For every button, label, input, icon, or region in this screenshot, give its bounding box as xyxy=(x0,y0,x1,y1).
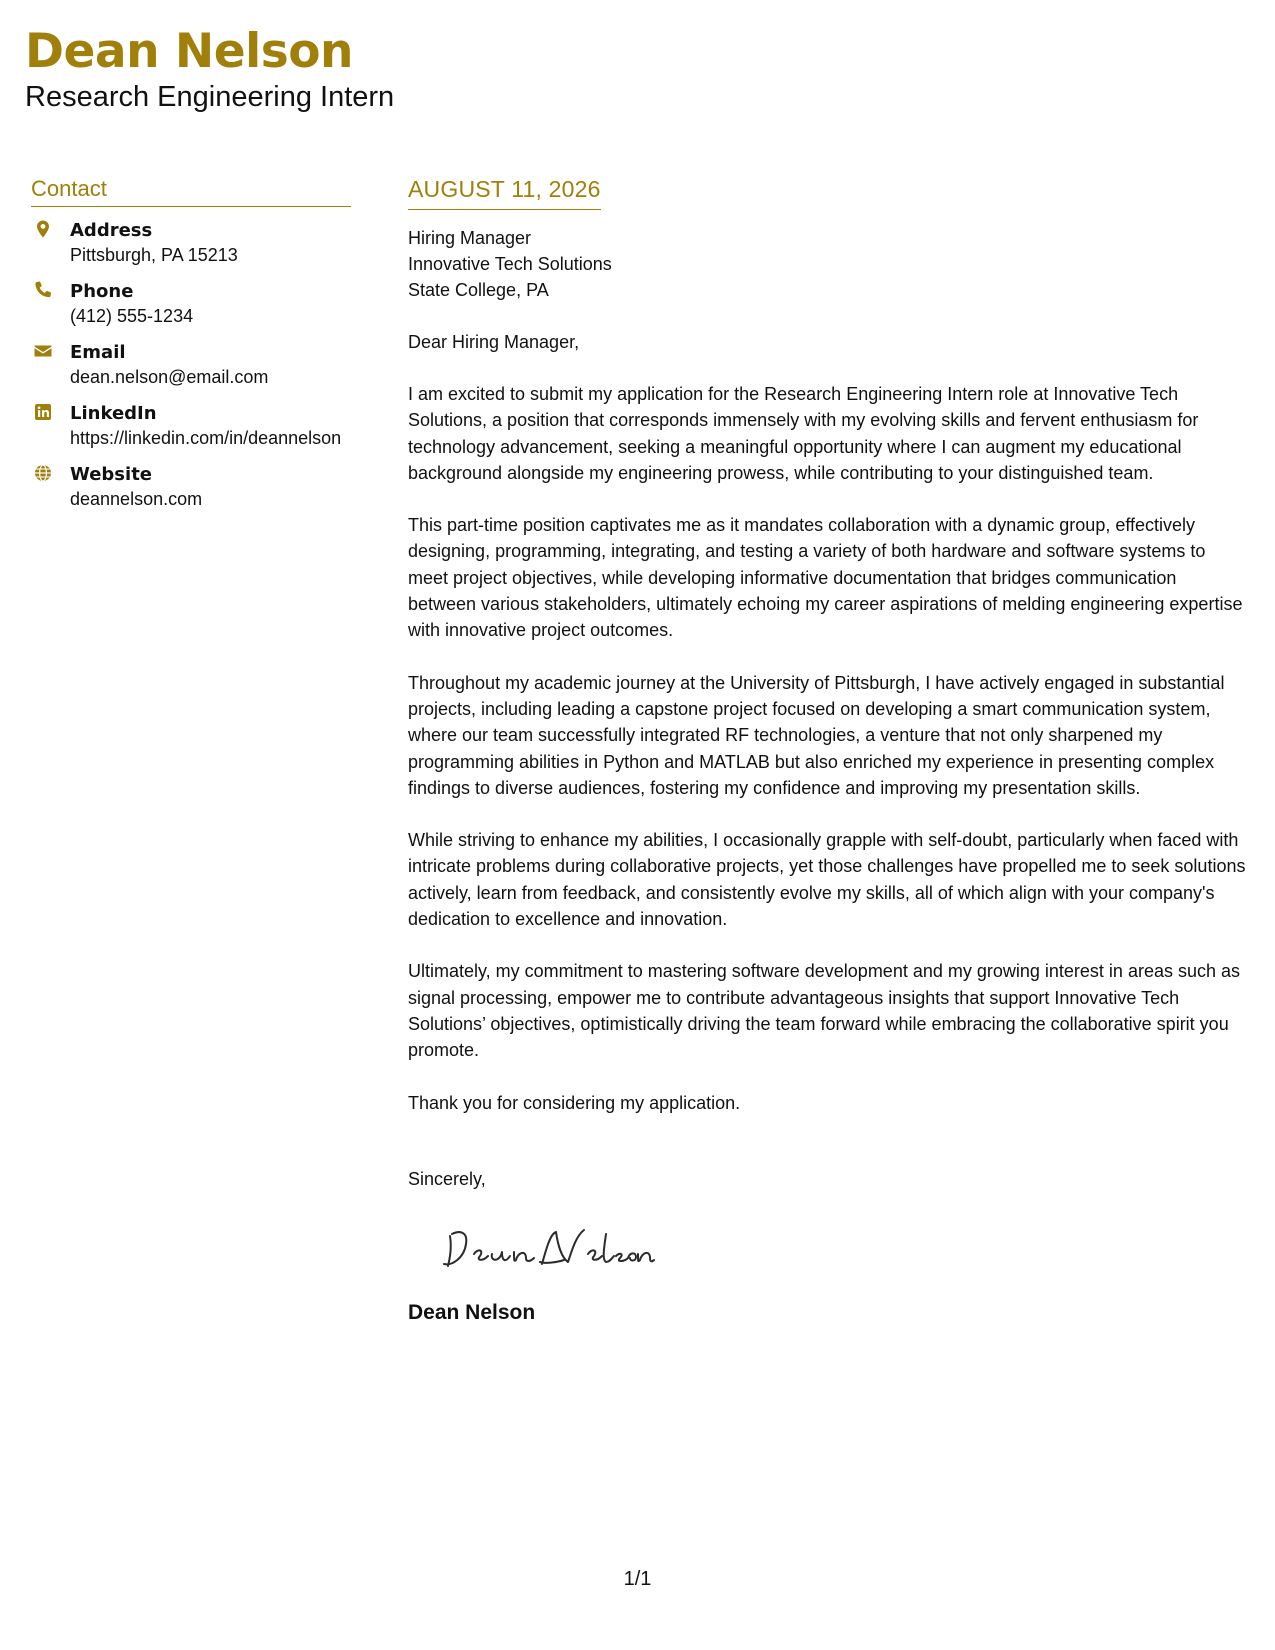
applicant-role: Research Engineering Intern xyxy=(25,81,395,113)
contact-item-linkedin xyxy=(31,401,351,451)
contact-item-address xyxy=(31,218,351,268)
contact-value: https://linkedin.com/in/deannelson xyxy=(70,428,342,448)
contact-item-website xyxy=(31,462,351,512)
contact-section-title: Contact xyxy=(31,174,351,207)
letter-paragraph: Throughout my academic journey at the University of Pittsburgh, I have actively engaged in substantial projects, including leading a capstone project focused on developing a smart communication system, where our team successfully integrated RF technologies, a venture that not only sharpened my programming abilities in Python and MATLAB but also enriched my experience in presenting complex findings to diverse audiences, fostering my confidence and improving my presentation skills. xyxy=(408,672,1225,798)
contact-label: LinkedIn xyxy=(70,403,157,424)
envelope-icon xyxy=(33,341,53,361)
contact-label: Address xyxy=(70,220,153,241)
contact-label: Website xyxy=(70,464,153,485)
letter-paragraph: Ultimately, my commitment to mastering software development and my growing interest in areas such as signal processing, empower me to contribute advantageous insights that support Innovative Tech Solutions’ objectives, optimistically driving the team forward while embracing the collaborative spirit you promote. xyxy=(408,961,1240,1061)
handwritten-signature xyxy=(438,1222,658,1274)
letter-paragraph: While striving to enhance my abilities, I occasionally grapple with self-doubt, particularly when faced with intricate problems during collaborative projects, yet those challenges have propelled me to seek solutions actively, learn from feedback, and consistently evolve my skills, all of which align with your company's dedication to excellence and innovation. xyxy=(408,830,1246,930)
contact-label: Phone xyxy=(70,281,134,302)
map-pin-icon xyxy=(33,219,53,239)
contact-item-email xyxy=(31,340,351,390)
contact-value: dean.nelson@email.com xyxy=(70,367,269,387)
letter-paragraph: Thank you for considering my application. xyxy=(408,1092,741,1113)
contact-label: Email xyxy=(70,342,126,363)
contact-value: deannelson.com xyxy=(70,489,203,509)
signer-name: Dean Nelson xyxy=(408,1300,536,1324)
letter-date: AUGUST 11, 2026 xyxy=(408,172,601,210)
letter-paragraph: I am excited to submit my application for the Research Engineering Intern role at Innovative Tech Solutions, a position that corresponds immensely with my evolving skills and fervent enthusiasm for technology advancement, seeking a meaningful opportunity where I can augment my educational background alongside my engineering prowess, while contributing to your distinguished team. xyxy=(408,384,1199,483)
letter-paragraphs xyxy=(408,381,1248,1116)
applicant-name: Dean Nelson xyxy=(25,24,353,79)
salutation: Dear Hiring Manager, xyxy=(408,332,580,352)
letter-body xyxy=(408,172,1248,1327)
phone-icon xyxy=(33,280,53,300)
contact-value: Pittsburgh, PA 15213 xyxy=(70,245,238,265)
recipient-block xyxy=(408,225,1248,303)
contact-sidebar xyxy=(31,174,351,512)
globe-icon xyxy=(33,463,53,483)
page-number: 1/1 xyxy=(623,1568,652,1590)
contact-value: (412) 555-1234 xyxy=(70,306,194,326)
closing: Sincerely, xyxy=(408,1168,486,1189)
recipient-line: Hiring Manager xyxy=(408,228,532,248)
contact-item-phone xyxy=(31,279,351,329)
recipient-line: Innovative Tech Solutions xyxy=(408,254,612,274)
header xyxy=(25,22,394,114)
letter-paragraph: This part-time position captivates me as it mandates collaboration with a dynamic group, effectively designing, programming, integrating, and testing a variety of both hardware and software systems to meet project objectives, while developing informative documentation that bridges communication between various stakeholders, ultimately echoing my career aspirations of melding engineering expertise with innovative project outcomes. xyxy=(408,515,1243,641)
linkedin-icon xyxy=(33,402,53,422)
recipient-line: State College, PA xyxy=(408,280,549,300)
